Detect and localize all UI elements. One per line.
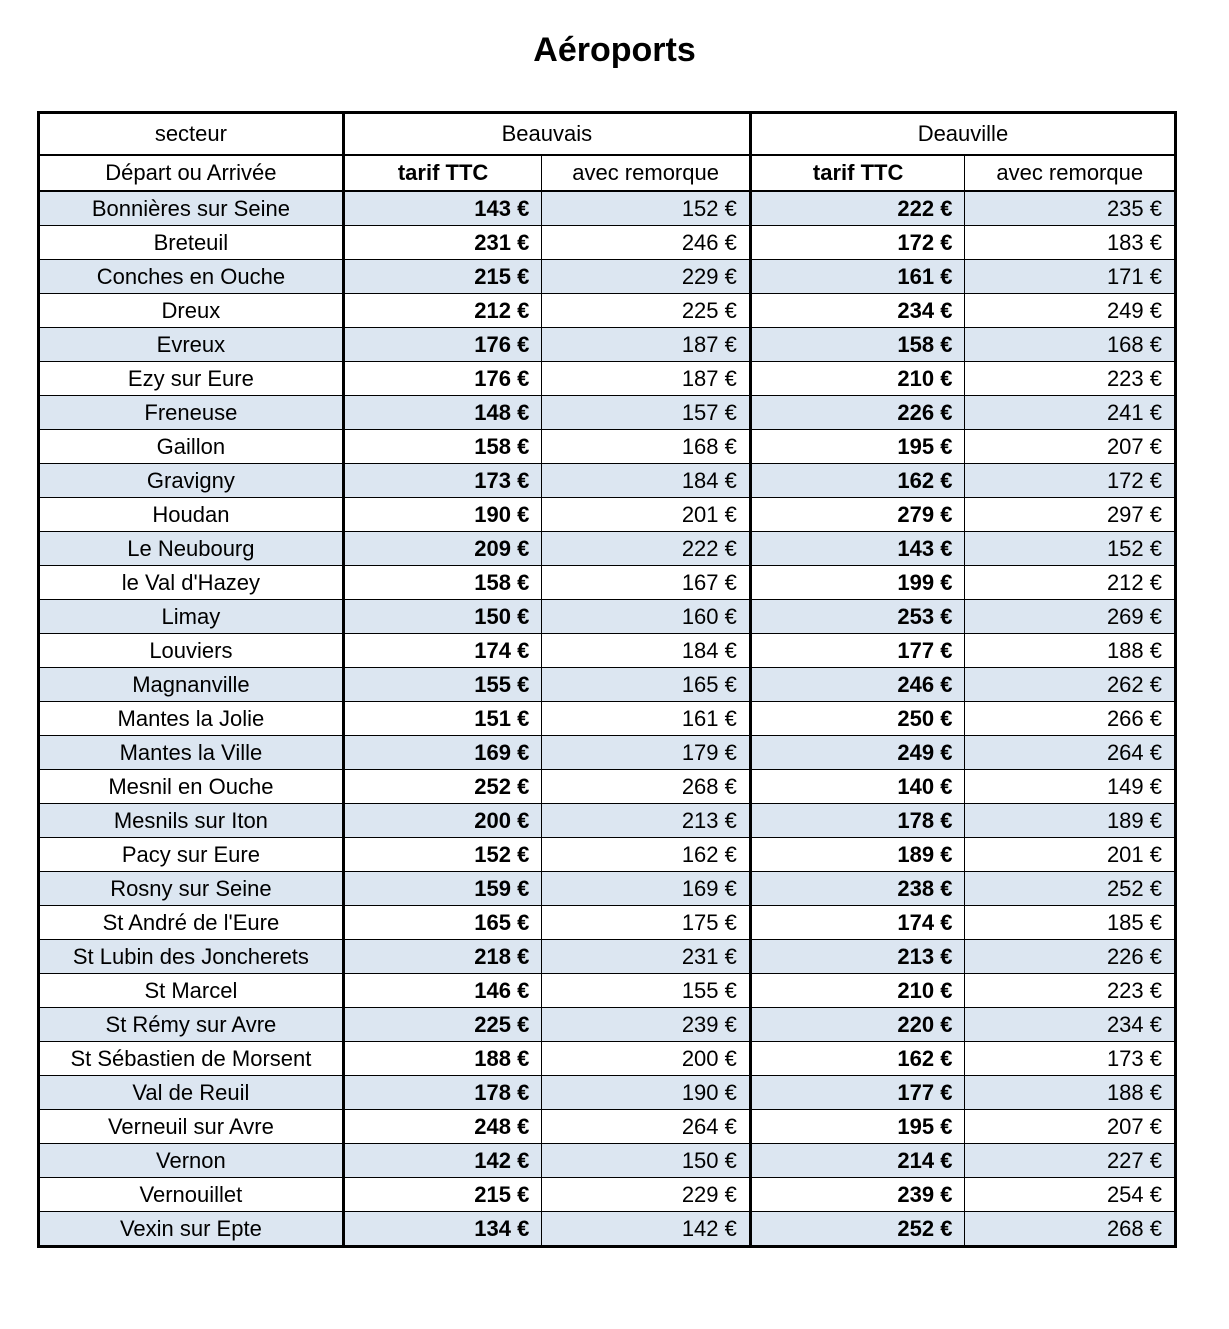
deauville-remorque: 183 € — [965, 226, 1176, 260]
beauvais-tarif: 134 € — [343, 1212, 542, 1247]
table-row — [39, 838, 1176, 872]
beauvais-remorque: 184 € — [542, 464, 751, 498]
deauville-tarif: 177 € — [750, 1076, 965, 1110]
beauvais-remorque: 160 € — [542, 600, 751, 634]
deauville-remorque: 189 € — [965, 804, 1176, 838]
deauville-tarif: 239 € — [750, 1178, 965, 1212]
beauvais-tarif: 178 € — [343, 1076, 542, 1110]
beauvais-tarif: 190 € — [343, 498, 542, 532]
destination-header-deauville: Deauville — [750, 113, 1175, 156]
beauvais-remorque: 150 € — [542, 1144, 751, 1178]
city-name: Houdan — [39, 498, 344, 532]
beauvais-tarif: 146 € — [343, 974, 542, 1008]
table-row — [39, 770, 1176, 804]
deauville-remorque: 172 € — [965, 464, 1176, 498]
beauvais-tarif: 252 € — [343, 770, 542, 804]
deauville-tarif: 253 € — [750, 600, 965, 634]
beauvais-remorque: 201 € — [542, 498, 751, 532]
beauvais-remorque: 167 € — [542, 566, 751, 600]
city-name: Magnanville — [39, 668, 344, 702]
city-name: Val de Reuil — [39, 1076, 344, 1110]
table-row — [39, 974, 1176, 1008]
beauvais-remorque: 246 € — [542, 226, 751, 260]
deauville-remorque: 269 € — [965, 600, 1176, 634]
city-name: Limay — [39, 600, 344, 634]
deauville-tarif: 177 € — [750, 634, 965, 668]
page-title: Aéroports — [533, 31, 696, 69]
depart-header: Départ ou Arrivée — [39, 155, 344, 191]
deauville-tarif: 210 € — [750, 974, 965, 1008]
deauville-remorque: 262 € — [965, 668, 1176, 702]
deauville-tarif: 140 € — [750, 770, 965, 804]
city-name: Breteuil — [39, 226, 344, 260]
beauvais-remorque: 187 € — [542, 328, 751, 362]
deauville-remorque: 207 € — [965, 1110, 1176, 1144]
city-name: Vernon — [39, 1144, 344, 1178]
deauville-remorque: 188 € — [965, 1076, 1176, 1110]
table-row — [39, 1212, 1176, 1247]
beauvais-tarif: 159 € — [343, 872, 542, 906]
deauville-tarif: 220 € — [750, 1008, 965, 1042]
city-name: St Lubin des Joncherets — [39, 940, 344, 974]
deauville-tarif: 214 € — [750, 1144, 965, 1178]
deauville-tarif: 249 € — [750, 736, 965, 770]
city-name: Mesnils sur Iton — [39, 804, 344, 838]
city-name: Mesnil en Ouche — [39, 770, 344, 804]
table-row — [39, 736, 1176, 770]
deauville-remorque: 264 € — [965, 736, 1176, 770]
beauvais-remorque: 187 € — [542, 362, 751, 396]
beauvais-remorque: 239 € — [542, 1008, 751, 1042]
deauville-tarif: 252 € — [750, 1212, 965, 1247]
remorque-header-deauville: avec remorque — [965, 155, 1176, 191]
table-row — [39, 1076, 1176, 1110]
deauville-remorque: 241 € — [965, 396, 1176, 430]
city-name: Evreux — [39, 328, 344, 362]
deauville-tarif: 250 € — [750, 702, 965, 736]
beauvais-tarif: 200 € — [343, 804, 542, 838]
beauvais-remorque: 152 € — [542, 191, 751, 226]
beauvais-remorque: 264 € — [542, 1110, 751, 1144]
table-row — [39, 1042, 1176, 1076]
table-row — [39, 498, 1176, 532]
table-row — [39, 1144, 1176, 1178]
deauville-tarif: 222 € — [750, 191, 965, 226]
city-name: Mantes la Ville — [39, 736, 344, 770]
deauville-remorque: 185 € — [965, 906, 1176, 940]
deauville-tarif: 213 € — [750, 940, 965, 974]
deauville-remorque: 188 € — [965, 634, 1176, 668]
deauville-remorque: 226 € — [965, 940, 1176, 974]
city-name: Dreux — [39, 294, 344, 328]
table-row — [39, 1110, 1176, 1144]
deauville-tarif: 279 € — [750, 498, 965, 532]
beauvais-tarif: 215 € — [343, 1178, 542, 1212]
beauvais-remorque: 162 € — [542, 838, 751, 872]
deauville-remorque: 234 € — [965, 1008, 1176, 1042]
beauvais-remorque: 161 € — [542, 702, 751, 736]
city-name: St Sébastien de Morsent — [39, 1042, 344, 1076]
tariff-table — [37, 111, 1177, 1248]
table-row — [39, 600, 1176, 634]
deauville-remorque: 149 € — [965, 770, 1176, 804]
city-name: Ezy sur Eure — [39, 362, 344, 396]
table-row — [39, 940, 1176, 974]
beauvais-tarif: 218 € — [343, 940, 542, 974]
beauvais-tarif: 158 € — [343, 566, 542, 600]
deauville-remorque: 212 € — [965, 566, 1176, 600]
beauvais-remorque: 157 € — [542, 396, 751, 430]
deauville-remorque: 173 € — [965, 1042, 1176, 1076]
table-row — [39, 566, 1176, 600]
beauvais-remorque: 190 € — [542, 1076, 751, 1110]
beauvais-tarif: 174 € — [343, 634, 542, 668]
deauville-remorque: 207 € — [965, 430, 1176, 464]
beauvais-tarif: 158 € — [343, 430, 542, 464]
header-row-columns — [39, 155, 1176, 191]
deauville-tarif: 158 € — [750, 328, 965, 362]
deauville-tarif: 195 € — [750, 430, 965, 464]
deauville-remorque: 297 € — [965, 498, 1176, 532]
remorque-header-beauvais: avec remorque — [542, 155, 751, 191]
city-name: St André de l'Eure — [39, 906, 344, 940]
table-row — [39, 294, 1176, 328]
beauvais-tarif: 143 € — [343, 191, 542, 226]
city-name: Freneuse — [39, 396, 344, 430]
city-name: Vernouillet — [39, 1178, 344, 1212]
table-row — [39, 872, 1176, 906]
beauvais-tarif: 173 € — [343, 464, 542, 498]
deauville-remorque: 227 € — [965, 1144, 1176, 1178]
beauvais-remorque: 229 € — [542, 1178, 751, 1212]
table-row — [39, 260, 1176, 294]
beauvais-tarif: 209 € — [343, 532, 542, 566]
table-row — [39, 804, 1176, 838]
city-name: Gravigny — [39, 464, 344, 498]
beauvais-tarif: 155 € — [343, 668, 542, 702]
deauville-tarif: 172 € — [750, 226, 965, 260]
beauvais-remorque: 179 € — [542, 736, 751, 770]
table-row — [39, 191, 1176, 226]
city-name: St Marcel — [39, 974, 344, 1008]
city-name: Pacy sur Eure — [39, 838, 344, 872]
table-row — [39, 328, 1176, 362]
city-name: Rosny sur Seine — [39, 872, 344, 906]
deauville-remorque: 266 € — [965, 702, 1176, 736]
deauville-tarif: 162 € — [750, 464, 965, 498]
table-row — [39, 464, 1176, 498]
tarif-header-deauville: tarif TTC — [750, 155, 965, 191]
city-name: Conches en Ouche — [39, 260, 344, 294]
beauvais-remorque: 229 € — [542, 260, 751, 294]
deauville-remorque: 252 € — [965, 872, 1176, 906]
beauvais-remorque: 169 € — [542, 872, 751, 906]
beauvais-remorque: 200 € — [542, 1042, 751, 1076]
beauvais-remorque: 222 € — [542, 532, 751, 566]
deauville-tarif: 161 € — [750, 260, 965, 294]
table-row — [39, 906, 1176, 940]
table-row — [39, 362, 1176, 396]
city-name: le Val d'Hazey — [39, 566, 344, 600]
deauville-tarif: 195 € — [750, 1110, 965, 1144]
city-name: Vexin sur Epte — [39, 1212, 344, 1247]
city-name: Louviers — [39, 634, 344, 668]
table-row — [39, 396, 1176, 430]
deauville-tarif: 226 € — [750, 396, 965, 430]
table-row — [39, 668, 1176, 702]
city-name: Mantes la Jolie — [39, 702, 344, 736]
deauville-tarif: 210 € — [750, 362, 965, 396]
city-name: Verneuil sur Avre — [39, 1110, 344, 1144]
beauvais-remorque: 231 € — [542, 940, 751, 974]
beauvais-tarif: 248 € — [343, 1110, 542, 1144]
beauvais-remorque: 165 € — [542, 668, 751, 702]
beauvais-tarif: 152 € — [343, 838, 542, 872]
deauville-remorque: 249 € — [965, 294, 1176, 328]
deauville-remorque: 201 € — [965, 838, 1176, 872]
deauville-tarif: 189 € — [750, 838, 965, 872]
deauville-tarif: 143 € — [750, 532, 965, 566]
beauvais-remorque: 155 € — [542, 974, 751, 1008]
table-row — [39, 532, 1176, 566]
deauville-tarif: 199 € — [750, 566, 965, 600]
beauvais-remorque: 168 € — [542, 430, 751, 464]
deauville-remorque: 254 € — [965, 1178, 1176, 1212]
beauvais-tarif: 142 € — [343, 1144, 542, 1178]
deauville-remorque: 152 € — [965, 532, 1176, 566]
deauville-tarif: 174 € — [750, 906, 965, 940]
beauvais-remorque: 225 € — [542, 294, 751, 328]
deauville-tarif: 246 € — [750, 668, 965, 702]
beauvais-remorque: 268 € — [542, 770, 751, 804]
table-row — [39, 226, 1176, 260]
deauville-tarif: 162 € — [750, 1042, 965, 1076]
beauvais-tarif: 176 € — [343, 328, 542, 362]
beauvais-tarif: 148 € — [343, 396, 542, 430]
deauville-tarif: 238 € — [750, 872, 965, 906]
deauville-remorque: 268 € — [965, 1212, 1176, 1247]
table-row — [39, 430, 1176, 464]
beauvais-tarif: 231 € — [343, 226, 542, 260]
beauvais-tarif: 151 € — [343, 702, 542, 736]
deauville-remorque: 235 € — [965, 191, 1176, 226]
table-row — [39, 1008, 1176, 1042]
table-row — [39, 634, 1176, 668]
table-row — [39, 1178, 1176, 1212]
sector-header: secteur — [39, 113, 344, 156]
beauvais-tarif: 212 € — [343, 294, 542, 328]
beauvais-tarif: 165 € — [343, 906, 542, 940]
tarif-header-beauvais: tarif TTC — [343, 155, 542, 191]
deauville-tarif: 178 € — [750, 804, 965, 838]
table-row — [39, 702, 1176, 736]
beauvais-tarif: 225 € — [343, 1008, 542, 1042]
header-row-destinations — [39, 113, 1176, 156]
destination-header-beauvais: Beauvais — [343, 113, 750, 156]
deauville-remorque: 168 € — [965, 328, 1176, 362]
beauvais-tarif: 215 € — [343, 260, 542, 294]
city-name: Le Neubourg — [39, 532, 344, 566]
deauville-tarif: 234 € — [750, 294, 965, 328]
beauvais-tarif: 150 € — [343, 600, 542, 634]
city-name: St Rémy sur Avre — [39, 1008, 344, 1042]
beauvais-remorque: 184 € — [542, 634, 751, 668]
beauvais-tarif: 169 € — [343, 736, 542, 770]
deauville-remorque: 223 € — [965, 974, 1176, 1008]
deauville-remorque: 223 € — [965, 362, 1176, 396]
beauvais-remorque: 142 € — [542, 1212, 751, 1247]
deauville-remorque: 171 € — [965, 260, 1176, 294]
city-name: Bonnières sur Seine — [39, 191, 344, 226]
beauvais-tarif: 188 € — [343, 1042, 542, 1076]
beauvais-remorque: 213 € — [542, 804, 751, 838]
city-name: Gaillon — [39, 430, 344, 464]
beauvais-tarif: 176 € — [343, 362, 542, 396]
beauvais-remorque: 175 € — [542, 906, 751, 940]
